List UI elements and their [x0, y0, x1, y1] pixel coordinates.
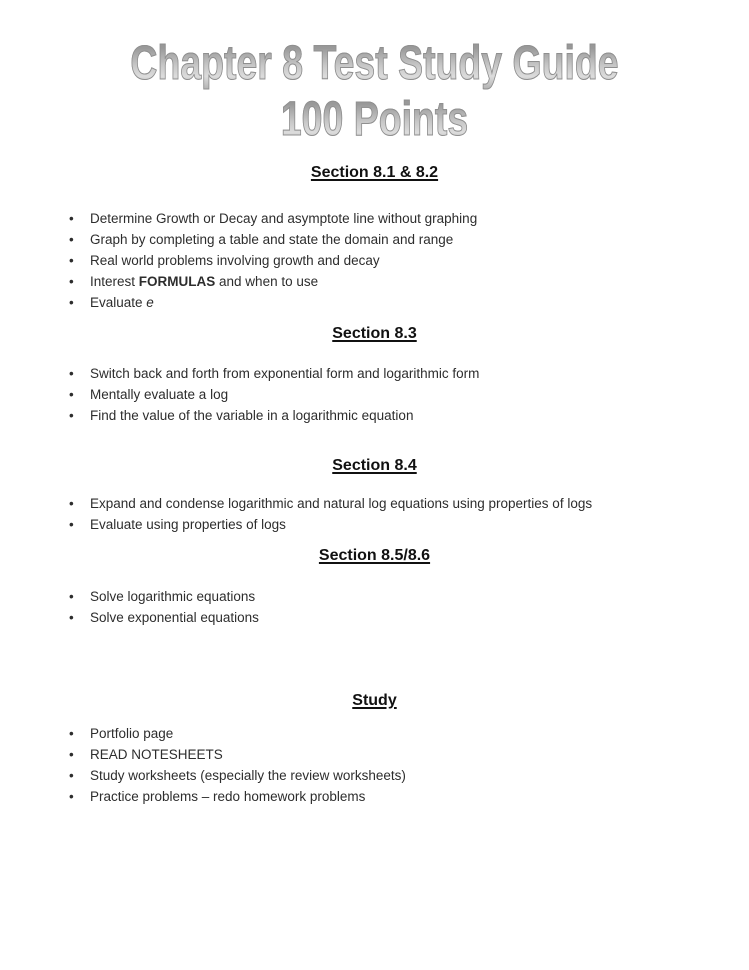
- section-heading: Section 8.3: [332, 325, 417, 342]
- bullet-item: [67, 229, 749, 250]
- bullet-marker-icon: •: [69, 295, 74, 310]
- bullet-text: Evaluate: [90, 295, 147, 310]
- title-line-1: Chapter 8 Test Study Guide: [82, 36, 666, 92]
- bullet-text: Mentally evaluate a log: [90, 387, 229, 402]
- section-section-8-3: [0, 323, 749, 426]
- bullet-item: [67, 514, 749, 535]
- bullet-text: FORMULAS: [138, 274, 216, 289]
- bullet-item: [67, 292, 749, 313]
- bullet-item: [67, 493, 749, 514]
- bullet-marker-icon: •: [69, 408, 74, 423]
- bullet-marker-icon: •: [69, 274, 74, 289]
- bullet-marker-icon: •: [69, 517, 74, 532]
- bullet-item: [67, 765, 749, 786]
- bullet-marker-icon: •: [69, 211, 74, 226]
- section-heading: Study: [352, 692, 397, 709]
- bullet-item: [67, 586, 749, 607]
- bullet-list: [0, 586, 749, 628]
- section-heading: Section 8.4: [332, 457, 417, 474]
- section-section-8-4: [0, 455, 749, 535]
- bullet-item: [67, 250, 749, 271]
- document-title: [0, 0, 749, 148]
- bullet-item: [67, 786, 749, 807]
- bullet-item: [67, 363, 749, 384]
- section-heading: Section 8.5/8.6: [318, 547, 431, 564]
- bullet-marker-icon: •: [69, 747, 74, 762]
- bullet-list: [0, 208, 749, 313]
- bullet-text: Expand and condense logarithmic and natural log equations using properties of logs: [90, 496, 593, 511]
- bullet-marker-icon: •: [69, 366, 74, 381]
- bullet-marker-icon: •: [69, 768, 74, 783]
- bullet-marker-icon: •: [69, 387, 74, 402]
- title-line-2: 100 Points: [82, 92, 666, 148]
- bullet-item: [67, 271, 749, 292]
- section-section-8-1-8-2: [0, 162, 749, 313]
- bullet-item: [67, 384, 749, 405]
- bullet-item: [67, 744, 749, 765]
- bullet-marker-icon: •: [69, 789, 74, 804]
- bullet-text: Practice problems – redo homework problems: [90, 789, 366, 804]
- bullet-text: Determine Growth or Decay and asymptote line without graphing: [90, 211, 478, 226]
- bullet-list: [0, 723, 749, 807]
- bullet-text: Study worksheets (especially the review worksheets): [90, 768, 406, 783]
- bullet-list: [0, 493, 749, 535]
- bullet-item: [67, 208, 749, 229]
- bullet-item: [67, 723, 749, 744]
- bullet-marker-icon: •: [69, 610, 74, 625]
- document-body: [0, 162, 749, 807]
- bullet-text: Portfolio page: [90, 726, 174, 741]
- bullet-marker-icon: •: [69, 232, 74, 247]
- bullet-marker-icon: •: [69, 589, 74, 604]
- bullet-marker-icon: •: [69, 253, 74, 268]
- bullet-text: and when to use: [215, 274, 319, 289]
- bullet-text: READ NOTESHEETS: [90, 747, 223, 762]
- bullet-list: [0, 363, 749, 426]
- bullet-marker-icon: •: [69, 726, 74, 741]
- bullet-item: [67, 607, 749, 628]
- bullet-text: Switch back and forth from exponential form and logarithmic form: [90, 366, 480, 381]
- bullet-text: e: [146, 295, 154, 310]
- bullet-text: Solve logarithmic equations: [90, 589, 256, 604]
- section-heading: Section 8.1 & 8.2: [310, 164, 439, 181]
- bullet-item: [67, 405, 749, 426]
- section-section-8-5-8-6: [0, 545, 749, 628]
- section-study: [0, 690, 749, 807]
- bullet-text: Real world problems involving growth and decay: [90, 253, 380, 268]
- bullet-text: Solve exponential equations: [90, 610, 259, 625]
- bullet-text: Graph by completing a table and state the domain and range: [90, 232, 454, 247]
- bullet-text: Interest: [90, 274, 139, 289]
- bullet-text: Evaluate using properties of logs: [90, 517, 286, 532]
- bullet-marker-icon: •: [69, 496, 74, 511]
- bullet-text: Find the value of the variable in a logarithmic equation: [90, 408, 414, 423]
